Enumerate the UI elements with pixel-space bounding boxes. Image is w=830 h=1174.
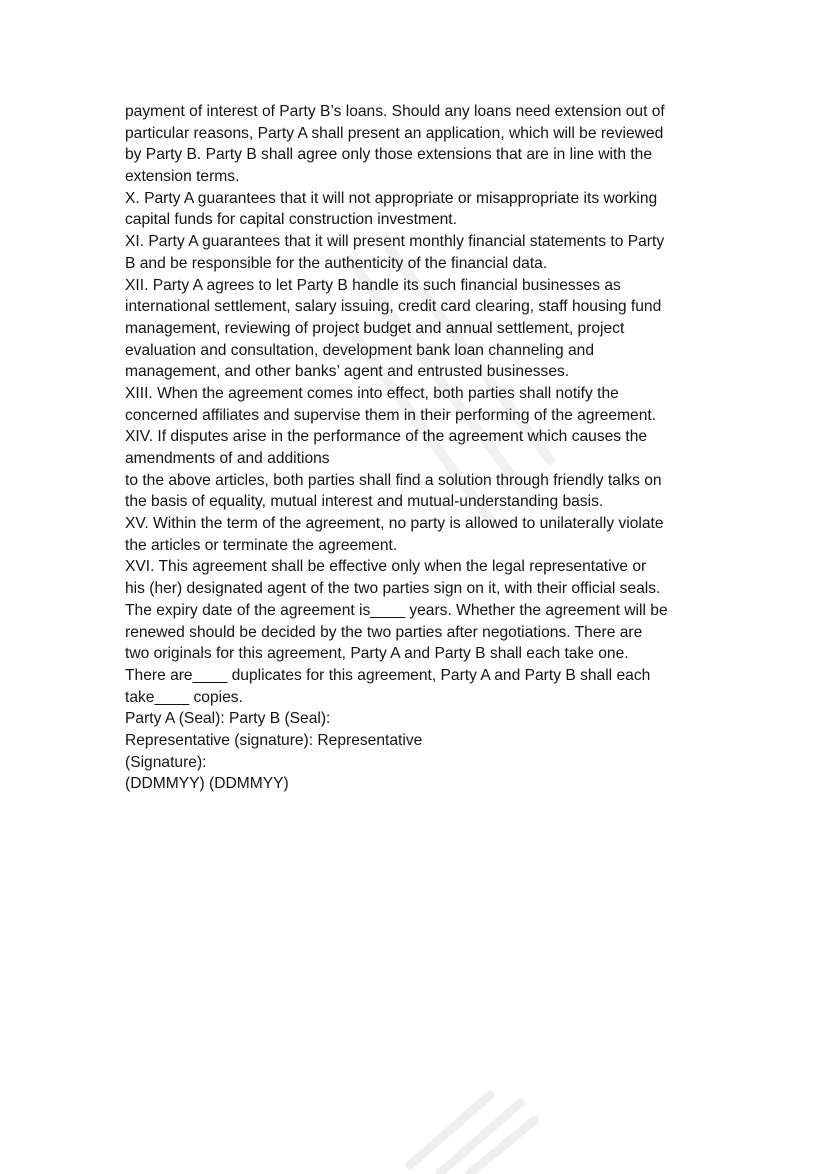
text-line: payment of interest of Party B’s loans. Should any loans need extension out of	[125, 103, 665, 120]
article-xi-line: XI. Party A guarantees that it will present monthly financial statements to Party	[125, 233, 665, 251]
text-line: management, and other banks’ agent and entrusted businesses.	[125, 363, 570, 381]
watermark-mark-bottom	[400, 1085, 540, 1174]
article-xiv-line: XIV. If disputes arise in the performance of the agreement which causes the	[125, 428, 648, 446]
text-line: take____ copies.	[125, 688, 243, 706]
article-x-line: X. Party A guarantees that it will not appropriate or misappropriate its working	[125, 189, 658, 207]
article-xii-line: XII. Party A agrees to let Party B handle its such financial businesses as	[125, 276, 621, 294]
text-line: particular reasons, Party A shall present an application, which will be reviewed	[125, 124, 664, 142]
text-line: the articles or terminate the agreement.	[125, 536, 398, 554]
text-line: capital funds for capital construction investment.	[125, 211, 457, 229]
text-line: his (her) designated agent of the two parties sign on it, with their official seals.	[125, 580, 661, 598]
article-xiii-line: XIII. When the agreement comes into effect, both parties shall notify the	[125, 384, 619, 402]
text-line: to the above articles, both parties shall find a solution through friendly talks on	[125, 471, 662, 489]
text-line: evaluation and consultation, development bank loan channeling and	[125, 341, 595, 359]
text-line: international settlement, salary issuing, credit card clearing, staff housing fund	[125, 298, 662, 316]
text-line: by Party B. Party B shall agree only those extensions that are in line with the	[125, 146, 653, 164]
text-line: two originals for this agreement, Party A and Party B shall each take one.	[125, 645, 629, 663]
date-line: (DDMMYY) (DDMMYY)	[125, 775, 289, 793]
text-line: concerned affiliates and supervise them in their performing of the agreement.	[125, 406, 657, 424]
article-xv-line: XV. Within the term of the agreement, no party is allowed to unilaterally violate	[125, 515, 664, 533]
seal-line: Party A (Seal): Party B (Seal):	[125, 710, 331, 728]
watermark-shape-bottom	[400, 1085, 540, 1174]
agreement-text-body	[125, 101, 725, 795]
text-line: The expiry date of the agreement is____ years. Whether the agreement will be	[125, 601, 668, 619]
text-line: renewed should be decided by the two parties after negotiations. There are	[125, 623, 643, 641]
text-line: There are____ duplicates for this agreement, Party A and Party B shall each	[125, 666, 651, 684]
text-line: the basis of equality, mutual interest and mutual-understanding basis.	[125, 493, 604, 511]
text-line: extension terms.	[125, 168, 240, 186]
text-line: amendments of and additions	[125, 450, 330, 467]
article-xvi-line: XVI. This agreement shall be effective only when the legal representative or	[125, 558, 647, 576]
text-line: B and be responsible for the authenticity of the financial data.	[125, 254, 548, 272]
signature-line: Representative (signature): Representative	[125, 731, 423, 749]
text-line: management, reviewing of project budget and annual settlement, project	[125, 319, 625, 337]
signature-line-continued: (Signature):	[125, 753, 207, 771]
